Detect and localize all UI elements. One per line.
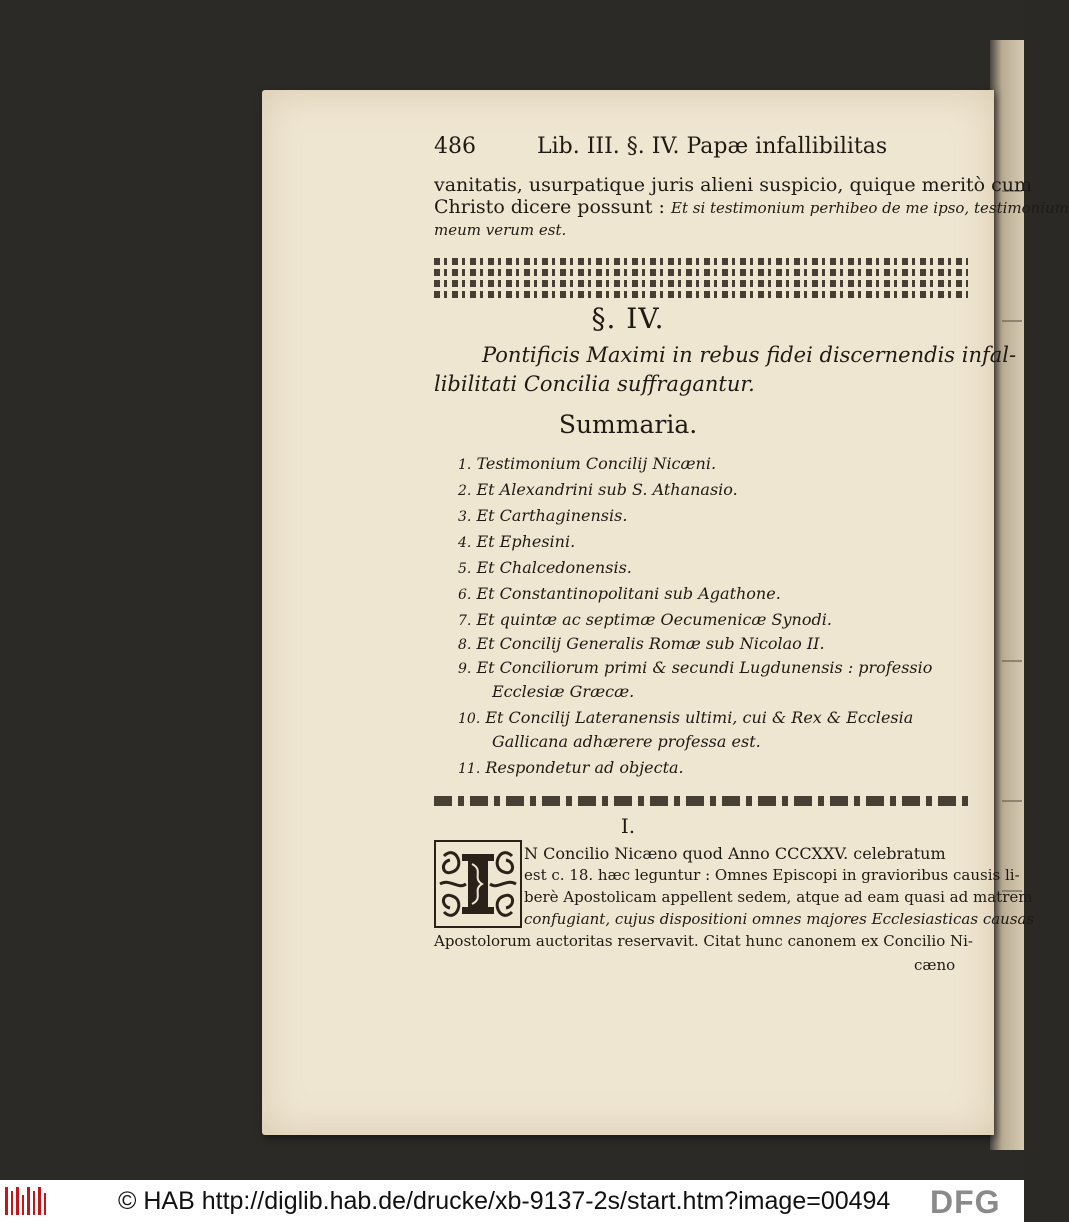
book-page bbox=[262, 90, 1069, 1135]
summary-item-cont: Gallicana adhærere professa est. bbox=[492, 732, 761, 751]
paragraph-line: confugiant, cujus dispositioni omnes majores Ecclesiasticas causas bbox=[524, 910, 1035, 928]
paragraph-line: Apostolorum auctoritas reservavit. Citat hunc canonem ex Concilio Ni- bbox=[434, 932, 973, 950]
running-head: Lib. III. §. IV. Papæ infallibilitas bbox=[537, 134, 888, 159]
catchword: cæno bbox=[914, 956, 956, 974]
section-subtitle-line: libilitati Concilia suffragantur. bbox=[434, 372, 755, 396]
summary-item: 7. Et quintæ ac septimæ Oecumenicæ Synodi. bbox=[458, 610, 832, 629]
paragraph-line: N Concilio Nicæno quod Anno CCCXXV. celebratum bbox=[524, 844, 946, 863]
page-number: 486 bbox=[434, 134, 476, 159]
section-number: I. bbox=[620, 814, 636, 838]
summary-item: 9. Et Conciliorum primi & secundi Lugdunensis : professio bbox=[458, 658, 933, 677]
ornamental-rule bbox=[434, 796, 968, 806]
paragraph-line: est c. 18. hæc leguntur : Omnes Episcopi in gravioribus causis li- bbox=[524, 866, 1020, 884]
summaria-heading: Summaria. bbox=[558, 410, 698, 439]
carryover-quote-line: meum verum est. bbox=[434, 221, 567, 239]
section-heading: §. IV. bbox=[591, 302, 665, 335]
summary-item: 1. Testimonium Concilij Nicæni. bbox=[458, 454, 717, 473]
carryover-quote: Et si testimonium perhibeo de me ipso, testimonium bbox=[671, 199, 1069, 217]
dfg-logo: DFG bbox=[930, 1184, 1001, 1220]
ornamental-band bbox=[434, 258, 968, 298]
initial-ornament-icon bbox=[436, 842, 520, 926]
decorated-initial-i bbox=[434, 840, 522, 928]
summary-item: 4. Et Ephesini. bbox=[458, 532, 576, 551]
summary-item: 8. Et Concilij Generalis Romæ sub Nicolao II. bbox=[458, 634, 825, 653]
summary-item: 11. Respondetur ad objecta. bbox=[458, 758, 684, 777]
footer-bar bbox=[0, 1180, 1024, 1222]
summary-item: 6. Et Constantinopolitani sub Agathone. bbox=[458, 584, 781, 603]
summary-item: 2. Et Alexandrini sub S. Athanasio. bbox=[458, 480, 738, 499]
summary-item: 10. Et Concilij Lateranensis ultimi, cui & Rex & Ecclesia bbox=[458, 708, 914, 727]
summary-item: 3. Et Carthaginensis. bbox=[458, 506, 628, 525]
carryover-line: vanitatis, usurpatique juris alieni suspicio, quique meritò cum bbox=[434, 174, 1033, 196]
summary-item-cont: Ecclesiæ Græcæ. bbox=[492, 682, 635, 701]
copyright-link[interactable]: © HAB http://diglib.hab.de/drucke/xb-9137-2s/start.htm?image=00494 bbox=[118, 1187, 891, 1215]
carryover-line: Christo dicere possunt : Et si testimonium perhibeo de me ipso, testimonium bbox=[434, 196, 1069, 218]
paragraph-line: berè Apostolicam appellent sedem, atque ad eam quasi ad matrem bbox=[524, 888, 1033, 906]
hab-logo-icon bbox=[4, 1185, 48, 1217]
summary-item: 5. Et Chalcedonensis. bbox=[458, 558, 632, 577]
section-subtitle-line: Pontificis Maximi in rebus fidei discernendis infal- bbox=[482, 343, 1017, 367]
